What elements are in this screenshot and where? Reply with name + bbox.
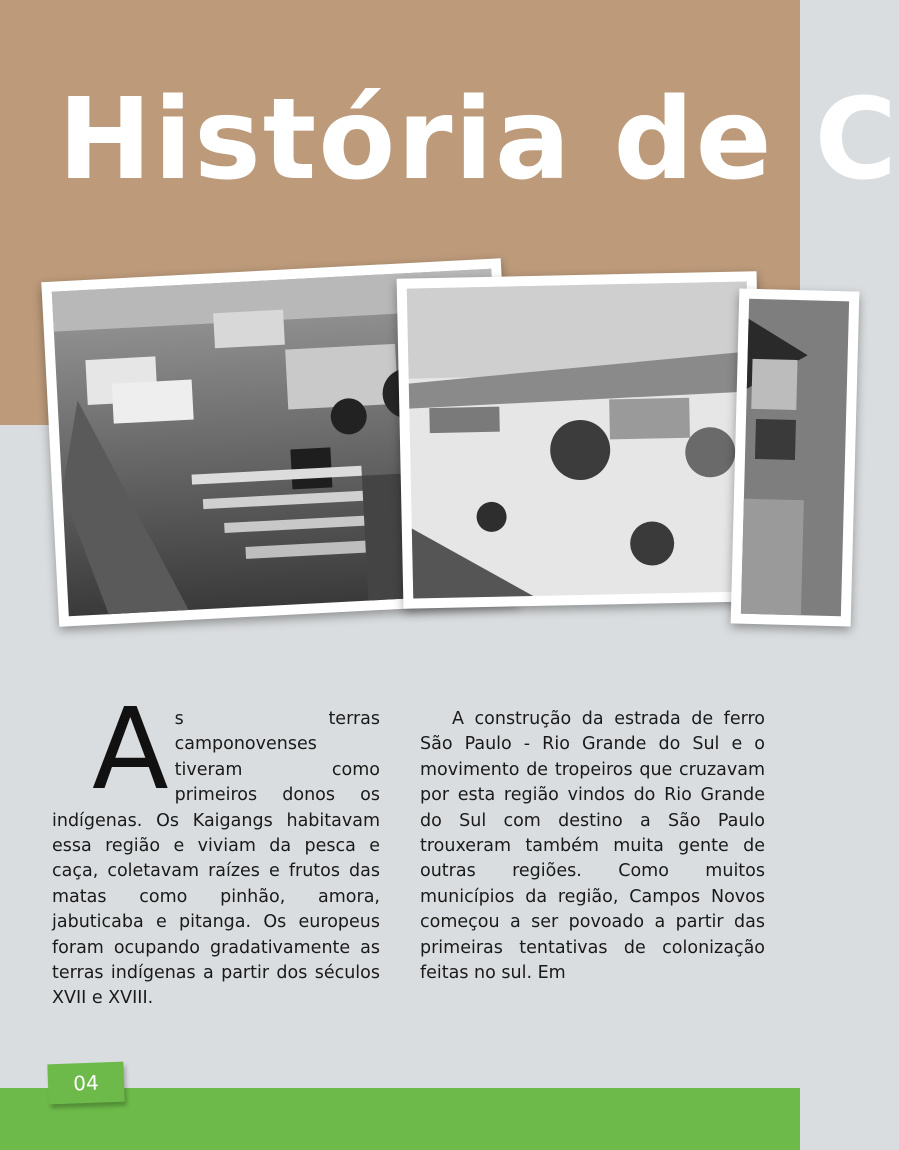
snow-town-image bbox=[407, 281, 753, 598]
drop-cap: A bbox=[92, 685, 169, 815]
vintage-building-photo bbox=[731, 288, 860, 626]
left-text-column bbox=[52, 685, 380, 1012]
page-number: 04 bbox=[72, 1070, 100, 1096]
page-title: História de C bbox=[58, 75, 899, 205]
right-paragraph: A construção da estrada de ferro São Paulo - Rio Grande do Sul e o movimento de tropeiros que cruzavam por esta região vindos do Rio Grande do Sul com destino a São Paulo trouxeram também muita gente de outras regiões. Como muitos municípios da região, Campos Novos começou a ser povoado a partir das primeiras tentativas de colonização feitas no sul. Em bbox=[420, 709, 765, 984]
building-image bbox=[741, 299, 849, 617]
page-number-tab bbox=[47, 1062, 124, 1105]
left-paragraph: s terras camponovenses tiveram como primeiros donos os indígenas. Os Kaigangs habitavam essa região e viviam da pesca e caça, coletavam raízes e frutos das matas como pinhão, amora, jabuticaba e pitanga. Os europeus foram ocupando gradativamente as terras indígenas a partir dos séculos XVII e XVIII. bbox=[52, 709, 380, 1009]
vintage-snow-town-photo bbox=[397, 271, 764, 608]
